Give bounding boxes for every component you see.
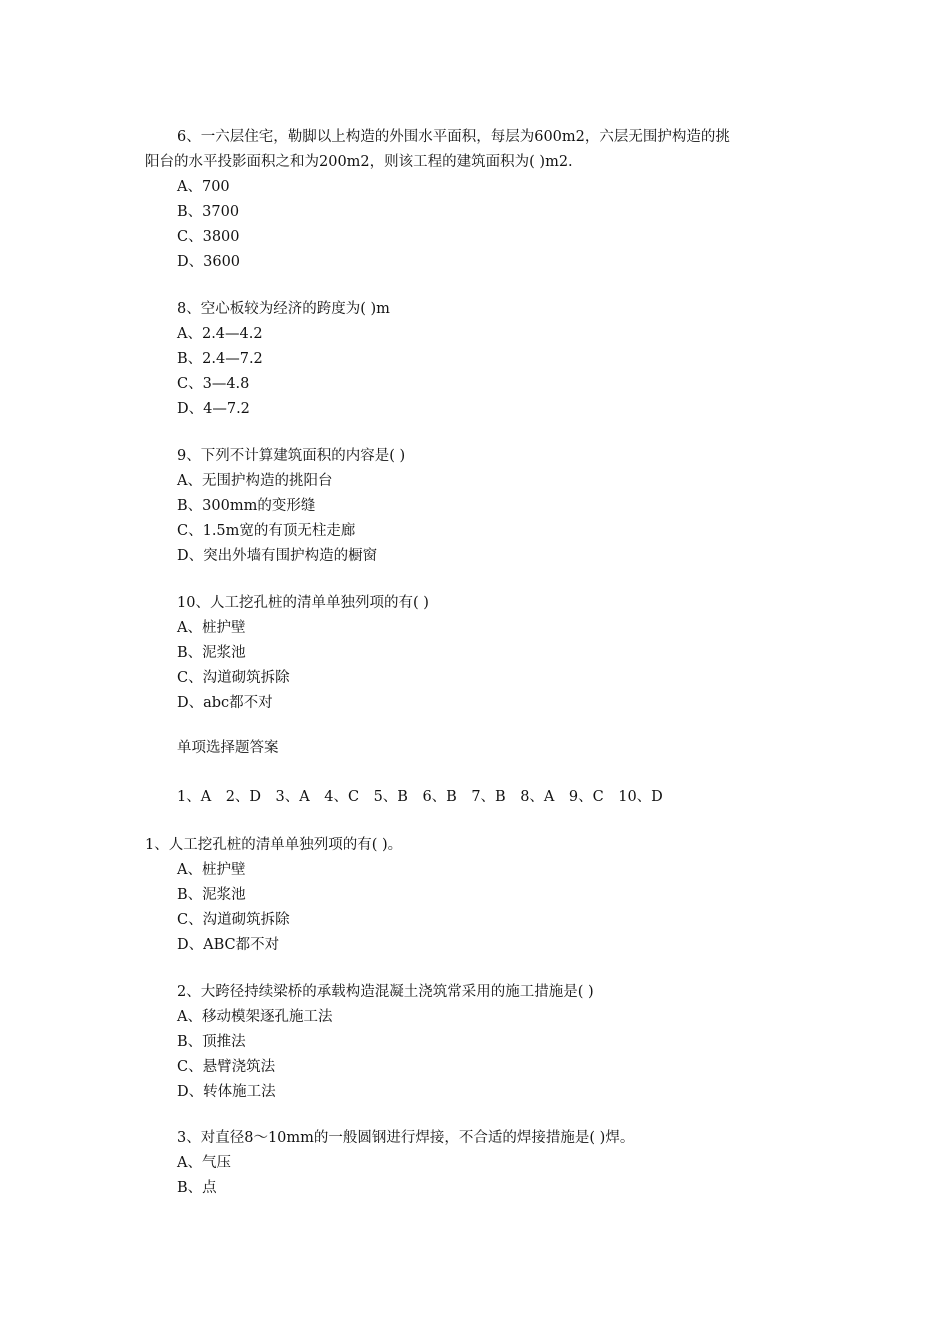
question-stem: 3、对直径8～10mm的一般圆钢进行焊接，不合适的焊接措施是( )焊。	[177, 1130, 635, 1146]
question-3	[0, 1126, 950, 1201]
question-stem: 9、下列不计算建筑面积的内容是( )	[177, 448, 406, 464]
answer-heading: 单项选择题答案	[177, 740, 279, 756]
question-stem: 2、大跨径持续梁桥的承载构造混凝土浇筑常采用的施工措施是( )	[177, 984, 594, 1000]
question-stem-continued: 阳台的水平投影面积之和为200m2，则该工程的建筑面积为( )m2.	[145, 154, 573, 170]
option-b: B、300mm的变形缝	[177, 498, 316, 514]
option-b: B、顶推法	[177, 1034, 246, 1050]
option-c: C、1.5m宽的有顶无柱走廊	[177, 523, 356, 539]
option-b: B、2.4—7.2	[177, 351, 263, 367]
question-1	[0, 833, 950, 958]
option-d: D、ABC都不对	[177, 937, 280, 953]
answer-key: 1、A 2、D 3、A 4、C 5、B 6、B 7、B 8、A 9、C 10、D	[177, 789, 663, 805]
question-stem: 8、空心板较为经济的跨度为( )m	[177, 301, 390, 317]
question-2	[0, 980, 950, 1105]
question-9	[0, 444, 950, 569]
option-b: B、泥浆池	[177, 887, 246, 903]
option-b: B、点	[177, 1180, 217, 1196]
option-b: B、3700	[177, 204, 240, 220]
question-stem: 10、人工挖孔桩的清单单独列项的有( )	[177, 595, 429, 611]
question-10	[0, 591, 950, 716]
option-c: C、沟道砌筑拆除	[177, 670, 290, 686]
option-d: D、突出外墙有围护构造的橱窗	[177, 548, 378, 564]
option-c: C、悬臂浇筑法	[177, 1059, 276, 1075]
option-a: A、桩护壁	[177, 620, 246, 636]
option-a: A、气压	[177, 1155, 231, 1171]
question-stem: 6、一六层住宅，勒脚以上构造的外围水平面积，每层为600m2，六层无围护构造的挑	[177, 129, 730, 145]
option-d: D、转体施工法	[177, 1084, 276, 1100]
option-d: D、3600	[177, 254, 241, 270]
option-d: D、4—7.2	[177, 401, 250, 417]
question-8	[0, 297, 950, 422]
option-a: A、无围护构造的挑阳台	[177, 473, 333, 489]
question-6	[0, 125, 950, 275]
option-c: C、沟道砌筑拆除	[177, 912, 290, 928]
option-c: C、3800	[177, 229, 240, 245]
option-a: A、2.4—4.2	[177, 326, 263, 342]
option-d: D、abc都不对	[177, 695, 273, 711]
answer-heading-block	[0, 736, 950, 761]
option-a: A、700	[177, 179, 230, 195]
answer-key-block	[0, 785, 950, 810]
option-a: A、桩护壁	[177, 862, 246, 878]
option-a: A、移动模架逐孔施工法	[177, 1009, 333, 1025]
question-stem: 1、人工挖孔桩的清单单独列项的有( )。	[145, 837, 403, 853]
option-b: B、泥浆池	[177, 645, 246, 661]
option-c: C、3—4.8	[177, 376, 250, 392]
